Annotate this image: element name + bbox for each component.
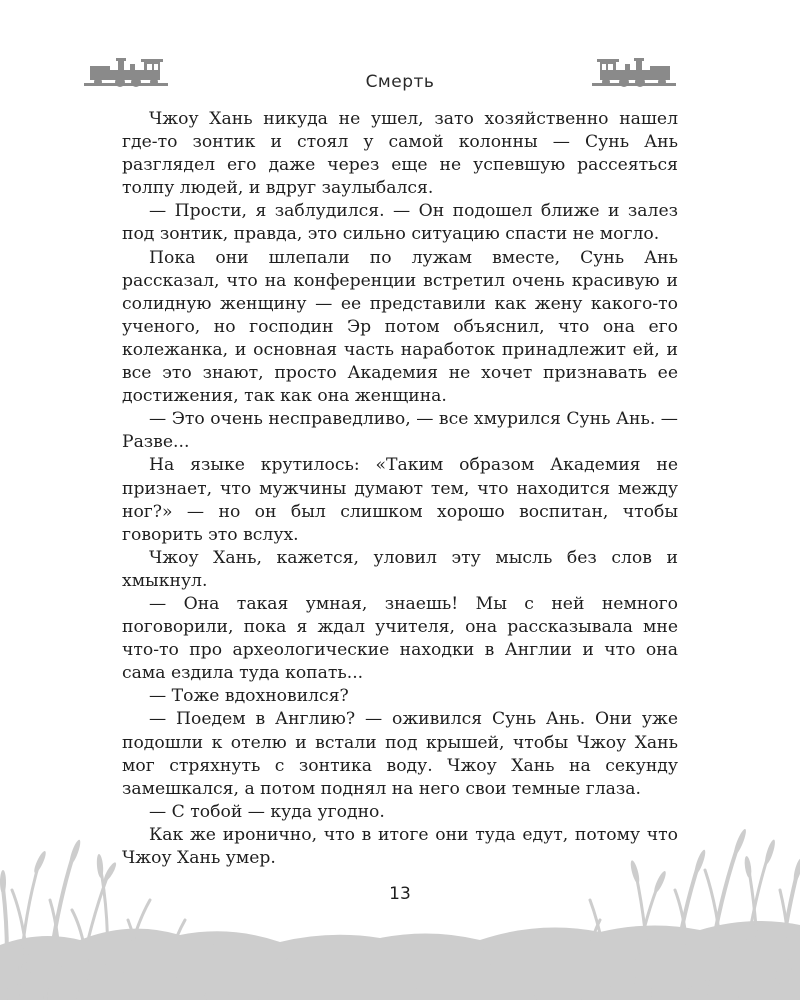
paragraph: — Прости, я заблудился. — Он подошел ближе и залез под зонтик, правда, это сильно ситуацию спасти не могло. xyxy=(122,201,678,245)
page-number: 13 xyxy=(389,884,411,904)
paragraph: Как же иронично, что в итоге они туда едут, потому что Чжоу Хань умер. xyxy=(122,824,678,868)
running-header xyxy=(0,52,800,102)
paragraph: Пока они шлепали по лужам вместе, Сунь Ань рассказал, что на конференции встретил очень красивую и солидную женщину — ее представили как жену какого-то ученого, но господин Эр потом объяснил, что она его колежанка, и основная часть наработок принадлежит ей, и все это знают, просто Академия не хочет признавать ее достижения, так как она женщина. xyxy=(122,247,678,407)
paragraph: — Тоже вдохновился? xyxy=(149,686,349,707)
paragraph: На языке крутилось: «Таким образом Академия не признает, что мужчины думают тем, что находится между ног?» — но он был слишком хорошо воспитан, чтобы говорить это вслух. xyxy=(122,455,678,545)
paragraph: Чжоу Хань, кажется, уловил эту мысль без слов и хмыкнул. xyxy=(122,547,678,591)
paragraph: — Она такая умная, знаешь! Мы с ней немного поговорили, пока я ждал учителя, она рассказывала мне что-то про археологические находки в Англии и что она сама ездила туда копать... xyxy=(122,593,678,684)
chapter-title: Смерть xyxy=(365,72,435,92)
paragraph: Чжоу Хань никуда не ушел, зато хозяйственно нашел где-то зонтик и стоял у самой колонны — Сунь Ань разглядел его даже через еще не успевшую рассеяться толпу людей, и вдруг заулыбался. xyxy=(122,109,678,199)
body-text xyxy=(122,108,678,870)
paragraph: — Поедем в Англию? — оживился Сунь Ань. Они уже подошли к отелю и встали под крышей, чтобы Чжоу Хань мог стряхнуть с зонтика воду. Чжоу Хань на секунду замешкался, а потом поднял на него свои темные глаза. xyxy=(122,709,678,799)
paragraph: — Это очень несправедливо, — все хмурился Сунь Ань. — Разве... xyxy=(122,409,678,453)
paragraph: — С тобой — куда угодно. xyxy=(149,801,385,822)
train-icon xyxy=(592,52,676,92)
